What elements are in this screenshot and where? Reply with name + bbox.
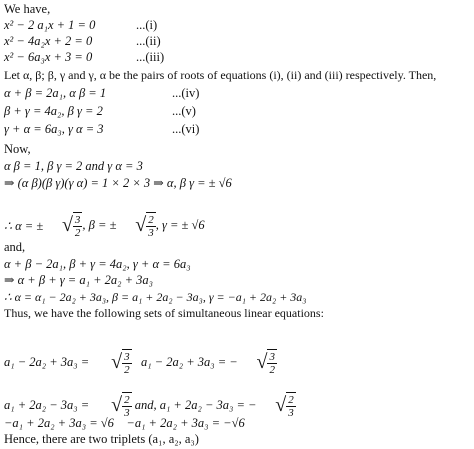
equation-vi-text: γ + α = 6a₃, γ α = 3 — [4, 122, 104, 136]
radical-sign: √ — [135, 214, 147, 236]
equation-v-text: β + γ = 4a₂, β γ = 2 — [4, 104, 103, 118]
line-roots: Let α, β; β, γ and γ, α be the pairs of roots of equations (i), (ii) and (iii) respectively. Then, — [4, 68, 437, 82]
frac-num: 3 — [269, 351, 275, 363]
frac-num: 2 — [124, 394, 130, 406]
radical-sign: √ — [111, 394, 123, 416]
radical-sign: √ — [111, 351, 123, 373]
equation-iv-tag: ...(iv) — [172, 86, 200, 100]
equation-ii-text: x² − 4a₂x + 2 = 0 — [4, 34, 93, 48]
gamma-label: , γ = ± √6 — [155, 218, 205, 232]
equation-iv — [4, 86, 200, 101]
line-intro: We have, — [4, 2, 51, 16]
frac-den: 3 — [288, 407, 294, 419]
equation-v — [4, 104, 196, 119]
equation-ii — [4, 34, 161, 49]
sqrt-two-thirds — [116, 197, 155, 254]
frac-den: 2 — [124, 364, 130, 376]
equation-v-tag: ...(v) — [172, 104, 196, 118]
equation-i — [4, 18, 158, 33]
frac-num: 2 — [288, 394, 294, 406]
equation-iii-tag: ...(iii) — [136, 50, 165, 64]
equation-iv-text: α + β = 2a₁, α β = 1 — [4, 86, 107, 100]
equation-ii-tag: ...(ii) — [136, 34, 161, 48]
line-conclusion: Hence, there are two triplets (a₁, a₂, a₃) — [4, 432, 199, 446]
line-products: α β = 1, β γ = 2 and γ α = 3 — [4, 159, 143, 173]
equation-iii-text: x² − 6a₃x + 3 = 0 — [4, 50, 93, 64]
beta-label: , β = ± — [82, 218, 117, 232]
frac-num: 3 — [124, 351, 130, 363]
eq2-left: a₁ + 2a₂ − 3a₃ = — [4, 398, 93, 412]
line-product-implication: ⇒ (α β)(β γ)(γ α) = 1 × 2 × 3 ⇒ α, β γ = ± √6 — [4, 176, 232, 190]
line-thus: Thus, we have the following sets of simultaneous linear equations: — [4, 306, 324, 320]
radical-sign: √ — [256, 351, 268, 373]
frac-den: 3 — [148, 227, 154, 239]
equation-iii — [4, 50, 165, 65]
line-total-sum: ⇒ α + β + γ = a₁ + 2a₂ + 3a₃ — [4, 273, 154, 287]
alpha-label: ∴ α = ± — [4, 218, 44, 233]
radical-sign: √ — [275, 394, 287, 416]
frac-den: 2 — [269, 364, 275, 376]
line-now: Now, — [4, 142, 31, 156]
equation-vi-tag: ...(vi) — [172, 122, 200, 136]
line-and: and, — [4, 240, 26, 254]
frac-den: 2 — [74, 227, 81, 239]
sqrt-two-thirds-neg — [256, 377, 295, 434]
eq2-right: and, a₁ + 2a₂ − 3a₃ = − — [131, 398, 257, 412]
frac-num: 3 — [74, 214, 81, 226]
radical-sign: √ — [61, 214, 73, 236]
frac-den: 3 — [124, 407, 130, 419]
eq1-left: a₁ − 2a₂ + 3a₃ = — [4, 355, 93, 369]
line-solutions: ∴ α = α₁ − 2a₂ + 3a₃, β = a₁ + 2a₂ − 3a₃, γ = −a₁ + 2a₂ + 3a₃ — [4, 290, 307, 304]
line-root-values — [4, 197, 205, 254]
equation-set-3: −a₁ + 2a₂ + 3a₃ = √6 −a₁ + 2a₂ + 3a₃ = −√6 — [4, 416, 245, 430]
equation-i-tag: ...(i) — [136, 18, 158, 32]
line-sums: α + β − 2a₁, β + γ = 4a₂, γ + α = 6a₃ — [4, 257, 191, 271]
equation-vi — [4, 122, 200, 137]
equation-i-text: x² − 2 a₁x + 1 = 0 — [4, 18, 96, 32]
frac-num: 2 — [148, 214, 154, 226]
eq1-right: a₁ − 2a₂ + 3a₃ = − — [131, 355, 238, 369]
sqrt-three-halves — [43, 197, 82, 254]
